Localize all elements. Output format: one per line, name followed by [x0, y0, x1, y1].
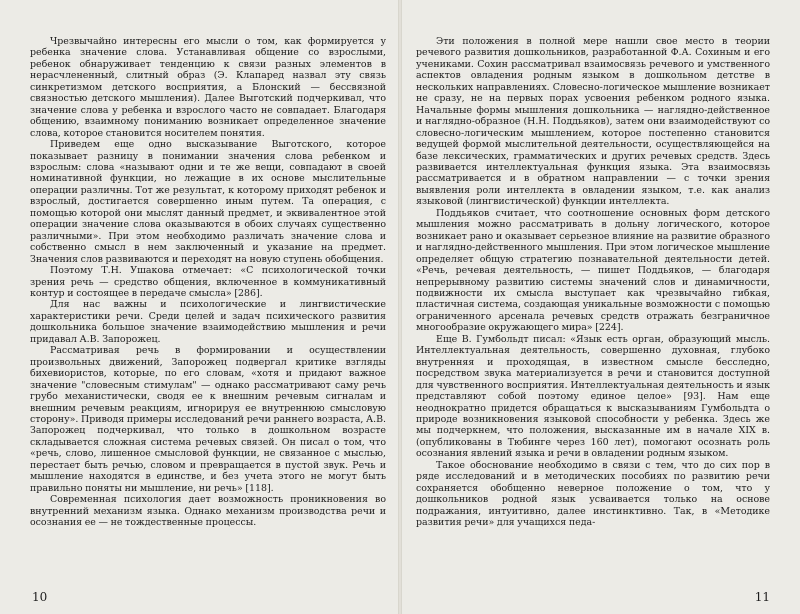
right-paragraph-3: Еще В. Гумбольдт писал: «Язык есть орган, образующий мысль. Интеллектуальная деятельность, совершенно духовная, глубоко внутренняя и проходящая, в известном смысле бесследно, посредством звука материализуется в речи и становится доступной для чувственного восприятия. Интеллектуальная деятельность и язык представляют собой поэтому единое целое» [93]. Нам еще неоднократно придется обращаться к высказываниям Гумбольдта о природе возникновения языковой способности у ребенка. Здесь же мы подчеркнем, что положения, высказанные им в начале XIX в. (опубликованы в Тюбинге через 160 лет), помогают осознать роль осознания явлений языка и речи в овладении родным языком. [416, 333, 770, 460]
right-page [400, 0, 800, 614]
right-paragraph-2: Поддьяков считает, что соотношение основных форм детского мышления можно рассматривать в дольну логического, которое возникает рано и оказывает серьезное влияние на развитие образного и наглядно-действенного мышления. При этом логическое мышление определяет общую стратегию познавательной деятельности детей. «Речь, речевая деятельность, — пишет Поддьяков, — благодаря непрерывному развитию системы значений слов и динамичности, подвижности их смысла выступает как чрезвычайно гибкая, пластичная система, создающая уникальные возможности с помощью ограниченного арсенала речевых средств отражать безграничное многообразие окружающего мира» [224]. [416, 207, 770, 334]
right-paragraph-1: Эти положения в полной мере нашли свое место в теории речевого развития дошкольников, разработанной Ф.А. Сохиным и его учениками. Сохин рассматривал взаимосвязь речевого и умственного аспектов овладения родным языком в дошкольном детстве в нескольких направлениях. Словесно-логическое мышление возникает не сразу, не на первых порах усвоения ребенком родного языка. Начальные формы мышления дошкольника — наглядно-действенное и наглядно-образное (Н.Н. Поддьяков), затем они взаимодействуют со словесно-логическим мышлением, которое постепенно становится ведущей формой мыслительной деятельности, осуществляющейся на базе лексических, грамматических и других речевых средств. Здесь развивается интеллектуальная функция языка. Эта взаимосвязь рассматривается и в обратном направлении — с точки зрения выявления роли интеллекта в овладении языком, т.е. как анализ языковой (лингвистической) функции интеллекта. [416, 36, 770, 208]
right-paragraph-4: Такое обоснование необходимо в связи с тем, что до сих пор в ряде исследований и в методических пособиях по развитию речи сохраняется обобщенно неверное положение о том, что у дошкольников родной язык усваивается только на основе подражания, интуитивно, далее инстинктивно. Так, в «Методике развития речи» для учащихся педа- [416, 459, 770, 529]
left-paragraph-4: Для нас важны и психологические и лингвистические характеристики речи. Среди целей и задач психического развития дошкольника большое значение взаимодействию мышления и речи придавал А.В. Запорожец. [30, 299, 386, 345]
left-paragraph-6: Современная психология дает возможность проникновения во внутренний механизм языка. Однако механизм производства речи и осознания ее — не тождественные процессы. [30, 494, 386, 529]
left-paragraph-3: Поэтому Т.Н. Ушакова отмечает: «С психологической точки зрения речь — средство общения, включенное в коммуникативный контур и состоящее в передаче смысла» [286]. [30, 265, 386, 299]
right-page-number: 11 [754, 590, 770, 604]
left-paragraph-1: Чрезвычайно интересны его мысли о том, как формируется у ребенка значение слова. Устанавливая общение со взрослыми, ребенок обнаруживает тенденцию к связи разных элементов в нерасчлененный, слитный образ (Э. Клапаред назвал эту связь синкретизмом детского восприятия, а Блонский — бессвязной связностью детского мышления). Далее Выготский подчеркивал, что значение слова у ребенка и взрослого часто не совпадает. Благодаря общению, взаимному пониманию возникает определенное значение слова, которое становится носителем понятия. [30, 36, 386, 139]
left-page-number: 10 [32, 590, 48, 604]
left-paragraph-2: Приведем еще одно высказывание Выготского, которое показывает разницу в понимании значения слова ребенком и взрослым: слова «называют одни и те же вещи, совпадают в своей номинативной функции, но лежащие в их основе мыслительные операции различны. Тот же результат, к которому приходят ребенок и взрослый, достигается совершенно иным путем. Та операция, с помощью которой они мыслят данный предмет, и эквивалентное этой операции значение слова оказываются в обоих случаях существенно различными». При этом необходимо различать значение слова и собственно смысл в нем заключенный и указание на предмет. Значения слов развиваются и переходят на новую ступень обобщения. [30, 139, 386, 265]
left-paragraph-5: Рассматривая речь в формировании и осуществлении произвольных движений, Запорожец подвергал критике взгляды бихевиористов, которые, по его словам, «хотя и придают важное значение "словесным стимулам" — однако рассматривают саму речь грубо механистически, сводя ее к внешним речевым сигналам и внешним речевым реакциям, игнорируя ее внутреннюю смысловую сторону». Приводя примеры исследований речи раннего возраста, А.В. Запорожец подчеркивал, что только в дошкольном возрасте складывается сложная система речевых связей. Он писал о том, что «речь, слово, лишенное смысловой функции, не связанное с мыслью, перестает быть речью, словом и превращается в пустой звук. Речь и мышление находятся в единстве, и без учета этого не могут быть правильно поняты ни мышление, ни речь» [118]. [30, 345, 386, 494]
